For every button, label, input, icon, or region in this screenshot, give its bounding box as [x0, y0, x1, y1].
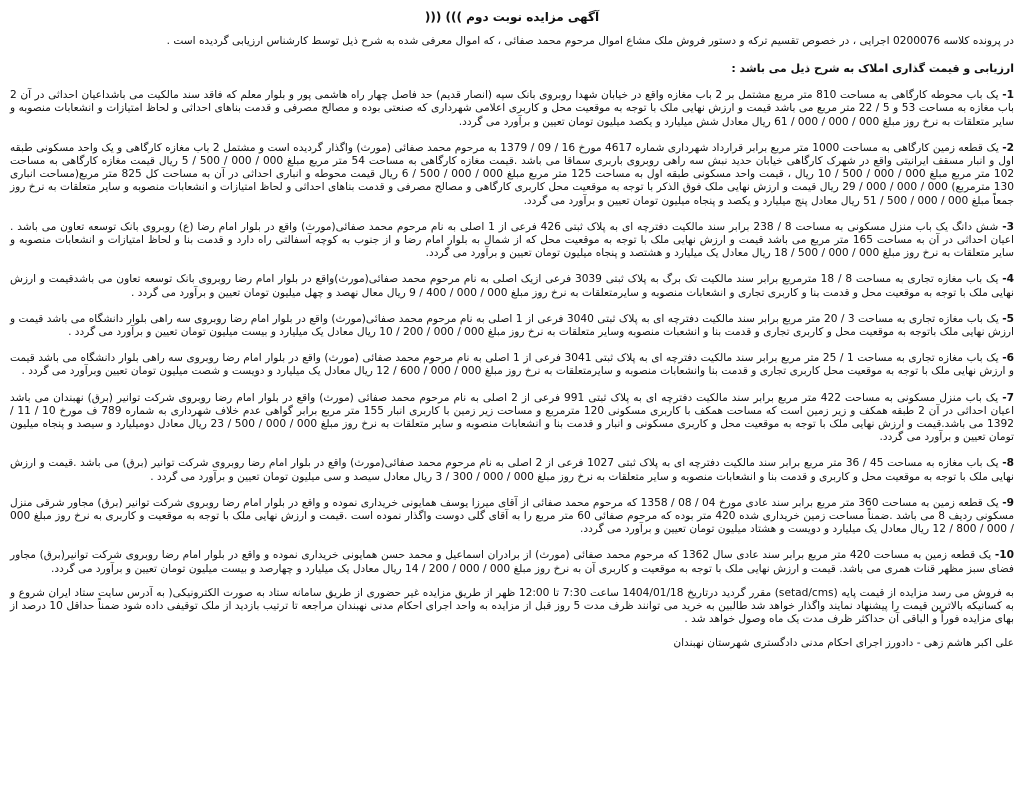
item-number: 9-	[1002, 496, 1014, 509]
intro-paragraph: در پرونده کلاسه 0200076 اجرایی ، در خصوص تقسیم ترکه و دستور فروش ملک مشاع اموال مرحوم محمد صفائی ، که اموال معرفی شده به شرح ذیل توسط کارشناس ارزیابی گردیده است .	[166, 35, 1014, 47]
item-text: یک باب مغازه تجاری به مساحت 3 / 20 متر مربع برابر سند مالکیت دفترچه ای به پلاک ثبتی 3040 فرعی از 1 اصلی به نام مرحوم محمد صفائی(مورث) واقع در بلوار امام رضا روبروی سه راهی بلوار دانشگاه می باشد قیمت و ارزش نهایی ملک باتوجه به موقعیت محل و کاربری تجاری و قدمت بنا و انشعبات منصوبه وسایر متعلقات به نرخ روز مبلغ 000 / 000 / 200 / 10 ریال معادل یک میلیارد و بیست میلیون تومان تعیین و برآورد می گردد .	[10, 312, 1014, 339]
item-number: 8-	[1002, 457, 1014, 470]
list-item	[10, 221, 1014, 261]
item-number: 5-	[1002, 312, 1014, 325]
section-heading: ارزیابی و قیمت گذاری املاک به شرح ذیل می باشد :	[731, 62, 1014, 76]
signature: علی اکبر هاشم زهی - دادورز اجرای احکام مدنی دادگستری شهرستان نهبندان	[673, 636, 1014, 649]
list-item	[10, 142, 1014, 208]
item-number: 10-	[994, 549, 1015, 562]
list-item	[10, 352, 1014, 378]
item-number: 7-	[1002, 391, 1015, 404]
item-text: یک باب مغازه تجاری به مساحت 8 / 18 مترمربع برابر سند مالکیت تک برگ به پلاک ثبتی 3039 فرعی ازیک اصلی به نام مرحوم محمد صفائی(مورث)واقع در بلوار امام رضا روبروی بانک توسعه تعاون می باشدقیمت و ارزش نهایی ملک با توجه به موقعیت محل و قدمت بنا و کاربری تجاری و انشعابات منصوبه و سایرمتعلقات به نرخ روز مبلغ 000 / 000 / 400 / 9 ریال معال نهصد و چهل میلیون تومان تعیین و برآورد می گردد .	[10, 273, 1014, 299]
list-item	[10, 273, 1014, 299]
closing-paragraph: به فروش می رسد مزایده از قیمت پایه (setad/cms) مقرر گردید درتاریخ 1404/01/18 ساعت 7:30 تا 12:00 ظهر از طریق مزایده غیر حضوری از طریق سامانه ستاد به صورت الکترونیکی( به آدرس سایت ستاد ایران شروع و به کسانیکه بالاترین قیمت را پیشنهاد نمایند واگذار خواهد شد طالبین به خرید می توانند ظرف مدت 5 روز قبل از مزایده به واحد اجرای احکام مدنی نهبندان مراجعه تا ترتیب بازدید از ملک توقیفی داده شود ضمناً حداقل 10 درصد از بهای مزایده فوراً و الباقی آن حداکثر ظرف مدت یک ماه وصول خواهد شد .	[10, 586, 1014, 626]
item-number: 3-	[1002, 220, 1014, 233]
item-text: شش دانگ یک باب منزل مسکونی به مساحت 8 / 238 برابر سند مالکیت دفترچه ای به پلاک ثبتی 426 فرعی از 1 اصلی به نام مرحوم محمد صفائی(مورث) واقع در بلوار امام رضا (ع) روبروی بانک توسعه تعاون می باشد . اعیان احداثی در آن به مساحت 165 متر مربع می باشد قیمت و ارزش نهایی ملک با توجه به موقعیت محل که از شمال به بلوار امام رضا و از جنوب به کوچه آسفالتی راه دارد و قدمت بنا و لحاظ امتیازات و انشعابات منصوبه و سایر متعلقات به نرخ روز مبلغ 000 / 000 / 500 / 18 ریال معادل یک میلیارد و هشتصد و پنجاه میلیون تومان تعیین و برآورد می گردد.	[10, 220, 1015, 260]
notice-title: آگهی مزایده نوبت دوم ))) (((	[424, 10, 600, 24]
list-item	[10, 549, 1014, 575]
item-text: یک قطعه زمین به مساحت 420 متر مربع برابر سند عادی سال 1362 که مرحوم محمد صفائی (مورث) از برادران اسماعیل و محمد حسن همایونی خریداری نموده و واقع در بلوار امام رضا روبروی شرکت توانیر(برق) مجاور فضای سبز مظهر قنات همری می باشد. قیمت و ارزش نهایی ملک با توجه به موقعیت و کاربری آن به نرخ روز مبلغ 000 / 000 / 200 / 14 ریال معادل یک میلیارد و چهارصد و بیست میلیون تومان تعیین و برآورد می گردد.	[10, 549, 1014, 575]
item-number: 2-	[1002, 141, 1014, 154]
item-text: یک باب مغازه به مساحت 45 / 36 متر مربع برابر سند مالکیت دفترچه ای به پلاک ثبتی 1027 فرعی از 2 اصلی به نام مرحوم محمد صفائی(مورث) واقع در بلوار امام رضا روبروی شرکت توانیر (برق) می باشد .قیمت و ارزش نهایی ملک با توجه به موقعیت محل و کاربری و قدمت بنا و انشعابات منصوبه و سایر متعلقات به نرخ روز مبلغ 000 / 000 / 300 / 3 ریال معادل سیصد و سی میلیون تومان تعیین و برآورد می گردد .	[10, 457, 1014, 483]
item-number: 4-	[1002, 273, 1015, 286]
item-text: یک قطعه زمین کارگاهی به مساحت 1000 متر مربع برابر قرارداد شهرداری شماره 4617 مورخ 16 / 09 / 1379 به مرحوم محمد صفائی (مورث) واگذار گردیده است و مشتمل 2 باب مغازه کارگاهی و یک واحد مسکونی طبقه اول و انبار مسقف ایرانیتی واقع در شهرک کارگاهی خیابان حدید نبش سه راهی روبروی باربری سماقا می باشد .قیمت مغازه کارگاهی به مساحت 54 متر مربع مبلغ 000 / 000 / 500 / 5 ریال قیمت مغازه کارگاهی به مساحت 102 متر مربع مبلغ 000 / 000 / 500 / 10 ریال ، قیمت واحد مسکونی طبقه اول به مساحت 125 متر مربع مبلغ 000 / 000 / 500 / 6 ریال قیمت محوطه و انباری احداثی در آن به مساحت کل 825 متر مربع(مساحت انباری 130 مترمربع) 000 / 000 / 000 / 29 ریال قیمت و ارزش نهایی ملک فوق الذکر با توجه به موقعیت محل کاربری کارگاهی و مصالح مصرفی و قدمت بناهای احداثی و لحاظ امتیازات و انشعابات منصوبه و سایر متعلقات به نرخ روز جمعاً مبلغ 000 / 000 / 500 / 51 ریال معادل پنج میلیارد و یکصد و پنجاه میلیون تومان تعیین و برآورد می گردد.	[10, 141, 1015, 207]
item-text: یک باب مغازه تجاری به مساحت 1 / 25 متر مربع برابر سند مالکیت دفترچه ای به پلاک ثبتی 3041 فرعی از 1 اصلی به نام مرحوم محمد صفائی (مورث) واقع در بلوار امام رضا روبروی سه راهی بلوار دانشگاه می باشد قیمت و ارزش نهایی ملک با توجه به موقعیت محل کاربری تجاری و قدمت بنا وانشعابات منصوبه و سایرمتعلقات به نرخ روز مبلغ 000 / 000 / 600 / 12 ریال معادل یک میلیارد و دویست و شصت میلیون تومان تعیین وبرآورد می گردد .	[10, 352, 1014, 378]
list-item	[10, 89, 1014, 129]
item-text: یک باب منزل مسکونی به مساحت 422 متر مربع برابر سند مالکیت دفترچه ای به پلاک ثبتی 991 فرعی از 2 اصلی به نام مرحوم محمد صفائی (مورث) واقع در بلوار امام رضا روبروی شرکت توانیر (برق) نهبندان می باشد اعیان احداثی در آن 2 طبقه همکف و زیر زمین است که مساحت همکف با کاربری مسکونی 120 مترمربع و مساحت زیر زمین با کاربری انبار 155 متر مربع برابر گواهی عدم خلاف شهرداری به شماره 789 ف مورخ 10 / 11 / 1392 می باشد.قیمت و ارزش نهایی ملک با توجه به موقعیت محل و کاربری مسکونی و انبار و قدمت بنا و انشعابات منصوبه و سایر متعلقات به نرخ روز مبلغ 000 / 000 / 500 / 23 ریال معادل دومیلیارد و سیصد و پنجاه میلیون تومان تعیین و برآورد می گردد.	[10, 391, 1015, 444]
auction-notice	[10, 0, 1014, 796]
item-number: 6-	[1002, 352, 1014, 365]
list-item	[10, 497, 1014, 537]
list-item	[10, 313, 1014, 339]
list-item	[10, 392, 1014, 445]
list-item	[10, 457, 1014, 483]
item-text: یک باب محوطه کارگاهی به مساحت 810 متر مربع مشتمل بر 2 باب مغازه واقع در خیابان شهدا روبروی بانک سپه (انصار قدیم) حد فاصل چهار راه هاشمی پور و بلوار معلم که فاقد سند مالکیت می باشداعیان احداثی در آن 2 باب مغازه به مساحت 53 و 5 / 22 متر مربع می باشد قیمت و ارزش نهایی ملک با توجه به موقعیت محل و کاربری اعلامی شهرداری که صنعتی بوده و مصالح مصرفی و قدمت بناهای احداثی و لحاظ امتیازات و انشعابات منصوبه و سایر متعلقات به نرخ روز مبلغ 000 / 000 / 000 / 61 ریال معادل شش میلیارد و یکصد میلیون تومان تعیین و برآورد می گردد.	[10, 89, 1014, 128]
item-number: 1-	[1002, 89, 1014, 102]
item-text: یک قطعه زمین به مساحت 360 متر مربع برابر سند عادی مورخ 04 / 08 / 1358 که مرحوم محمد صفائی از آقای میرزا یوسف همایونی خریداری نموده و واقع در بلوار امام رضا روبروی شرکت توانیر (برق) مجاور شرقی منزل مسکونی ردیف 8 می باشد .ضمناً مساحت زمین خریداری شده 420 متر بوده که مرحوم صفائی 60 متر مربع را به آقای گلی دوست واگذار نموده است .قیمت و ارزش نهایی ملک با توجه به موقعیت و کاربری به نرخ روز مبلغ 000 / 000 / 800 / 12 ریال معادل یک میلیارد و دویست و هشتاد میلیون تومان تعیین و برآورد می گردد.	[10, 496, 1015, 536]
